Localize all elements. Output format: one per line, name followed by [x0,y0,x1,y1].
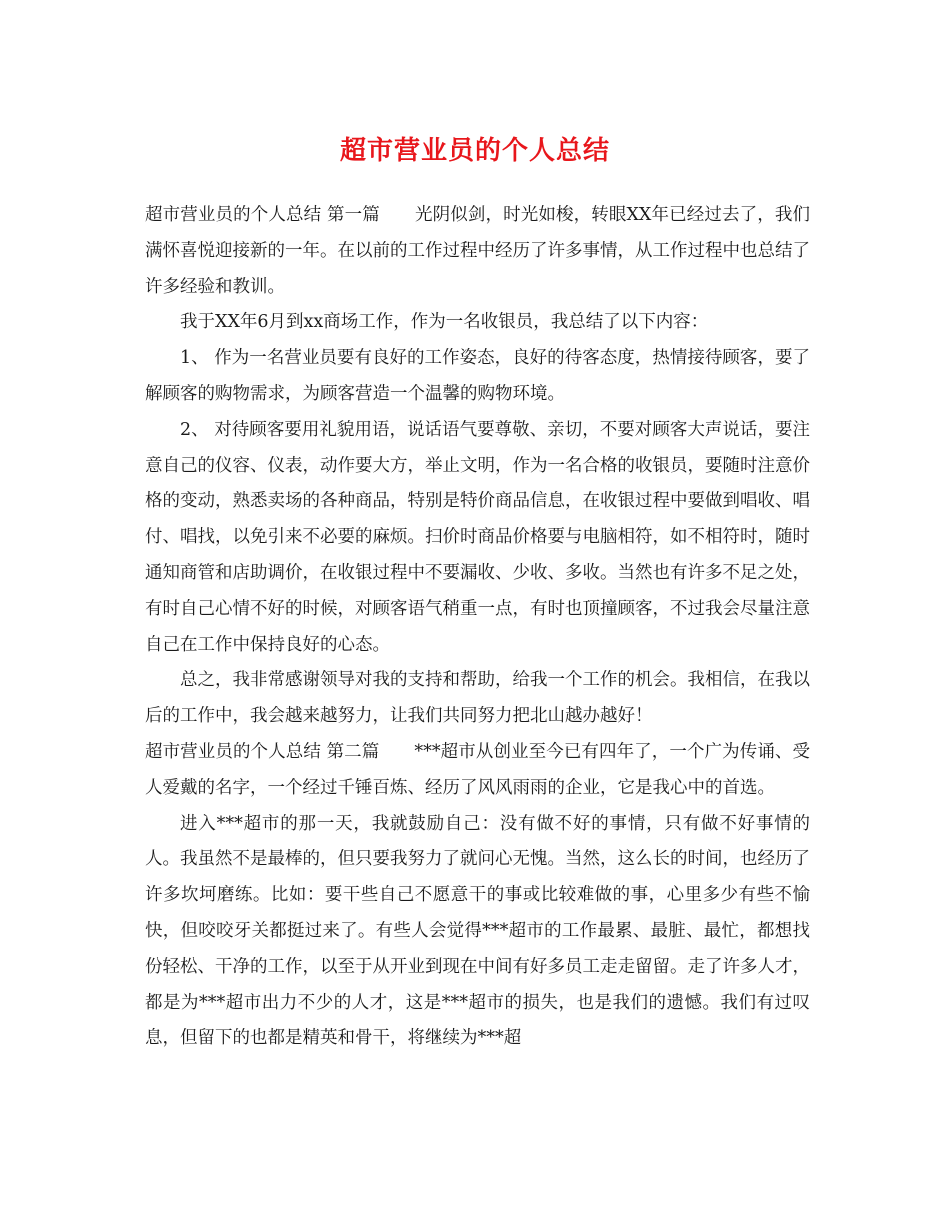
section-1-heading: 超市营业员的个人总结 第一篇 [145,205,380,225]
paragraph: 1、 作为一名营业员要有良好的工作姿态，良好的待客态度，热情接待顾客，要了解顾客的购物需求，为顾客营造一个温馨的购物环境。 [145,348,810,404]
document-title: 超市营业员的个人总结 [339,136,610,166]
paragraph: 我于XX年6月到xx商场工作，作为一名收银员，我总结了以下内容： [180,312,709,333]
section-1-lead: 光阴似剑，时光如梭，转眼XX年已经过去了，我们满怀喜悦迎接新的一年。在以前的工作过程中经历了许多事情，从工作过程中也总结了许多经验和教训。 [145,205,811,297]
document-body [145,198,810,1057]
paragraph: 总之，我非常感谢领导对我的支持和帮助，给我一个工作的机会。我相信，在我以后的工作中，我会越来越努力，让我们共同努力把北山越办越好！ [145,670,810,727]
paragraph: 2、 对待顾客要用礼貌用语，说话语气要尊敬、亲切，不要对顾客大声说话，要注意自己的仪容、仪表，动作要大方，举止文明，作为一名合格的收银员，要随时注意价格的变动，熟悉卖场的各种商品，特别是特价商品信息，在收银过程中要做到唱收、唱付、唱找，以免引来不必要的麻烦。扫价时商品价格要与电脑相符，如不相符时，随时通知商管和店助调价，在收银过程中不要漏收、少收、多收。当然也有许多不足之处，有时自己心情不好的时候，对顾客语气稍重一点，有时也顶撞顾客，不过我会尽量注意自己在工作中保持良好的心态。 [145,419,810,655]
section-2-heading: 超市营业员的个人总结 第二篇 [145,741,380,762]
section-2-lead: ***超市从创业至今已有四年了，一个广为传诵、受人爱戴的名字，一个经过千锤百炼、经历了风风雨雨的企业，它是我心中的首选。 [145,741,811,798]
section-2-opening [145,735,810,807]
section-1-opening [145,198,810,305]
paragraph: 进入***超市的那一天，我就鼓励自己：没有做不好的事情，只有做不好事情的人。我虽然不是最棒的，但只要我努力了就问心无愧。当然，这么长的时间，也经历了许多坎坷磨练。比如：要干些自己不愿意干的事或比较难做的事，心里多少有些不愉快，但咬咬牙关都挺过来了。有些人会觉得***超市的工作最累、最脏、最忙，都想找份轻松、干净的工作，以至于从开业到现在中间有好多员工走走留留。走了许多人才，都是为***超市出力不少的人才，这是***超市的损失，也是我们的遗憾。我们有过叹息，但留下的也都是精英和骨干，将继续为***超 [145,813,810,1049]
